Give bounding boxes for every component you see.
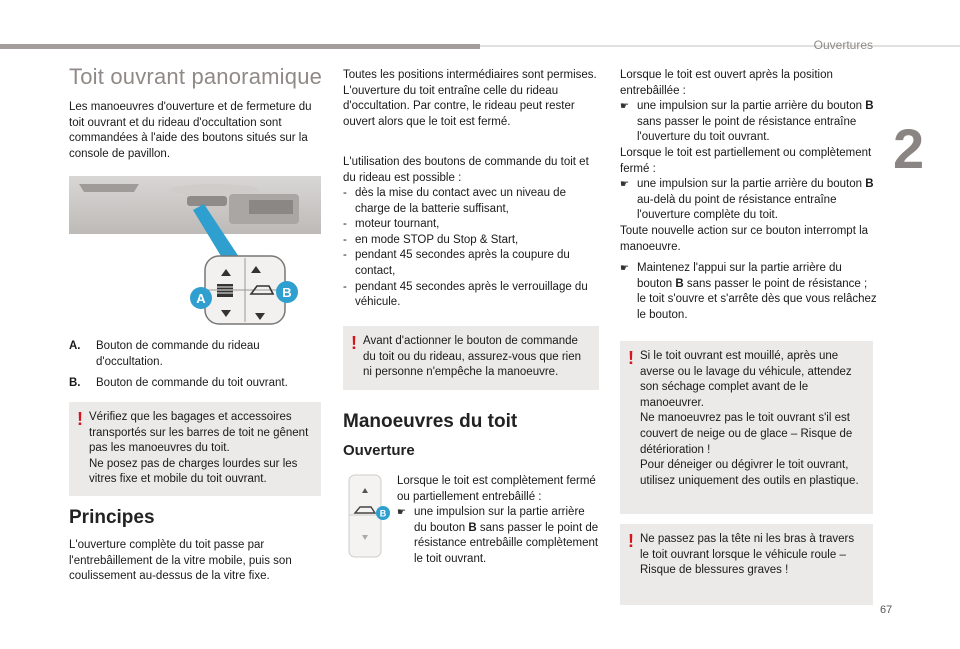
list-item: - moteur tournant, xyxy=(343,217,599,233)
button-b-illustration xyxy=(343,473,391,559)
legend-item-b xyxy=(69,376,321,392)
opening-step: ☛ une impulsion sur la partie arrière du bouton B sans passer le point de résistance entrebâille complètement le toit ouvrant. xyxy=(397,505,599,567)
console-illustration xyxy=(69,176,321,326)
warning-box-obstacle xyxy=(343,326,599,390)
legend-key: A. xyxy=(69,340,81,352)
warning-icon: ! xyxy=(351,333,357,353)
text-block: Lorsque le toit est ouvert après la position entrebâillée : xyxy=(620,69,833,97)
step-1: ☛ une impulsion sur la partie arrière du bouton B sans passer le point de résistance entraîne l'ouverture du toit ouvrant. xyxy=(620,99,878,146)
conditions-list xyxy=(343,186,599,311)
warning-icon: ! xyxy=(628,348,634,368)
warning-text: Si le toit ouvrant est mouillé, après une averse ou le lavage du véhicule, attendez son séchage complet avant de le manoeuvrer. Ne manoeuvrez pas le toit ouvrant s'il est couvert de neige ou de glace – Risque de détérioration ! Pour déneiger ou dégivrer le toit ouvrant, utilisez uniquement des outils en plastique. xyxy=(640,350,859,487)
text-block: Toute nouvelle action sur ce bouton interrompt la manoeuvre. xyxy=(620,224,869,253)
label-b: B xyxy=(379,508,387,519)
figure-legend xyxy=(69,339,321,392)
warning-icon: ! xyxy=(628,531,634,551)
blind-icon xyxy=(217,284,233,297)
ouverture-heading: Ouverture xyxy=(343,442,415,459)
warning-box-head xyxy=(620,524,873,605)
list-item: - pendant 45 secondes après le verrouillage du véhicule. xyxy=(343,280,599,311)
legend-item-a xyxy=(69,339,321,370)
warning-icon: ! xyxy=(77,409,83,429)
warning-box-luggage xyxy=(69,402,321,496)
list-item: - pendant 45 secondes après la coupure du contact, xyxy=(343,248,599,279)
warning-text: Ne passez pas la tête ni les bras à travers le toit ouvrant lorsque le véhicule roule – Risque de blessures graves ! xyxy=(640,533,855,577)
opening-instructions xyxy=(397,474,599,568)
legend-key: B. xyxy=(69,377,81,390)
section-title: Ouvertures xyxy=(813,38,873,52)
label-a: A xyxy=(196,291,206,306)
list-item: - en mode STOP du Stop & Start, xyxy=(343,233,599,249)
col3-instructions xyxy=(620,68,878,324)
warning-text: Avant d'actionner le bouton de commande du toit ou du rideau, assurez-vous que rien ni personne n'empêche la manoeuvre. xyxy=(363,335,581,379)
header-bar xyxy=(0,44,480,49)
warning-text: Vérifiez que les bagages et accessoires transportés sur les barres de toit ne gênent pas les manoeuvres du toit. Ne posez pas de charges lourdes sur les vitres fixe et mobile du toit ouvrant. xyxy=(89,411,309,486)
warning-box-rain xyxy=(620,341,873,514)
text-block: Lorsque le toit est partiellement ou complètement fermé : xyxy=(620,146,872,175)
opening-intro: Lorsque le toit est complètement fermé ou partiellement entrebâillé : xyxy=(397,475,596,503)
intro-text: Les manoeuvres d'ouverture et de fermeture du toit ouvrant et du rideau d'occultation sont commandées à l'aide des boutons situés sur la console de pavillon. xyxy=(69,101,312,160)
manoeuvres-heading: Manoeuvres du toit xyxy=(343,411,518,432)
label-b: B xyxy=(282,285,292,300)
principes-text: L'ouverture complète du toit passe par l'entrebâillement de la vitre mobile, puis son coulissement au-dessus de la vitre fixe. xyxy=(69,539,292,583)
legend-text: Bouton de commande du toit ouvrant. xyxy=(96,377,288,390)
conditions-intro: L'utilisation des boutons de commande du toit et du rideau est possible : xyxy=(343,156,589,184)
chapter-number: 2 xyxy=(893,117,925,180)
page-title: Toit ouvrant panoramique xyxy=(69,64,323,89)
legend-text: Bouton de commande du rideau d'occultation. xyxy=(96,340,260,368)
principes-heading: Principes xyxy=(69,507,155,528)
page-number: 67 xyxy=(880,604,893,616)
list-item: - dès la mise du contact avec un niveau de charge de la batterie suffisant, xyxy=(343,186,599,217)
step-2: ☛ une impulsion sur la partie arrière du bouton B au-delà du point de résistance entraîne l'ouverture complète du toit. xyxy=(620,177,878,224)
step-3: ☛ Maintenez l'appui sur la partie arrière du bouton B sans passer le point de résistance ; le toit s'ouvre et s'arrête dès que vous relâchez le bouton. xyxy=(620,261,878,323)
intermediate-text: Toutes les positions intermédiaires sont permises. L'ouverture du toit entraîne celle du rideau d'occultation. Par contre, le rideau peut rester ouvert alors que le toit est fermé. xyxy=(343,69,597,128)
header-bar-light xyxy=(480,45,960,47)
